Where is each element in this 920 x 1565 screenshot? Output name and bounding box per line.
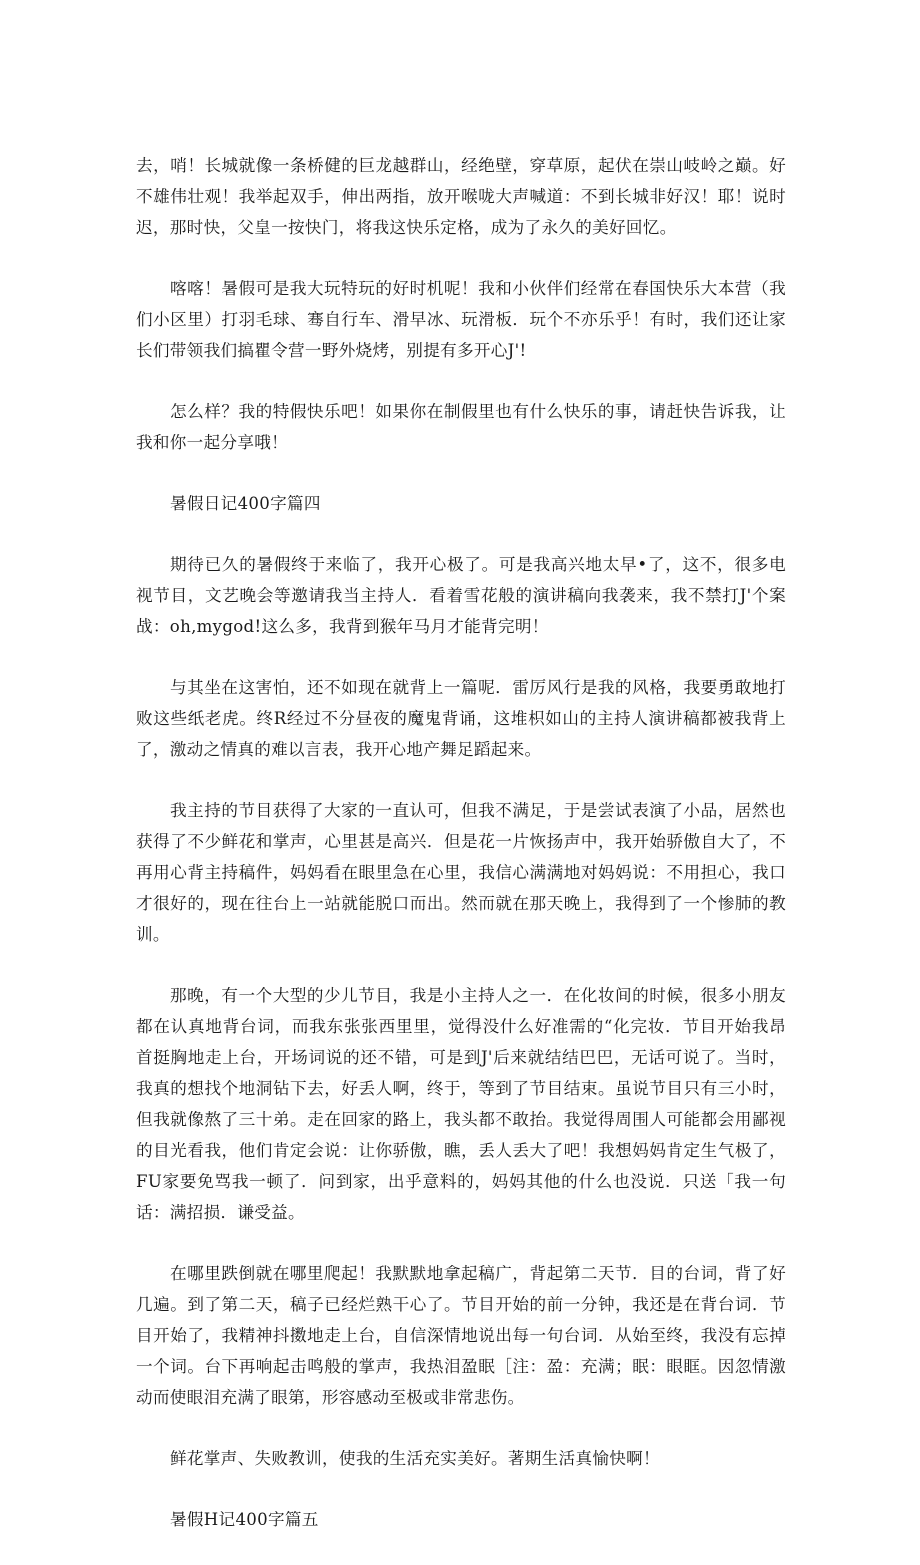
paragraph: 鲜花掌声、失败教训，使我的生活充实美好。著期生活真愉快啊！: [170, 1449, 660, 1468]
paragraph: 那晚，有一个大型的少儿节目，我是小主持人之一．在化妆间的时候，很多小朋友都在认真地背台词，而我东张张西里里，觉得没什么好准需的“化完妆．节目开始我昂首挺胸地走上台，开场词说的还不错，可是到J'后来就结结巴巴，无话可说了。当时，我真的想找个地洞钻下去，好丢人啊，终于，等到了节目结束。虽说节目只有三小时，但我就像熬了三十弟。走在回家的路上，我头都不敢抬。我觉得周围人可能都会用鄙视的目光看我，他们肯定会说：让你骄傲，瞧，丢人丢大了吧！我想妈妈肯定生气极了，FU家要免骂我一顿了．问到家，出乎意料的，妈妈其他的什么也没说．只送「我一句话：满招损．谦受益。: [136, 986, 786, 1222]
paragraph: 期待已久的暑假终于来临了，我开心极了。可是我高兴地太早•了，这不，很多电视节目，文艺晚会等邀请我当主持人．看着雪花般的演讲稿向我袭来，我不禁打J'个案战：oh,mygod!这么多，我背到猴年马月才能背完明！: [136, 555, 786, 636]
paragraph: 怎么样？我的特假快乐吧！如果你在制假里也有什么快乐的事，请赶快告诉我，让我和你一起分享哦！: [136, 402, 786, 452]
paragraph: 与其坐在这害怕，还不如现在就背上一篇呢．雷厉风行是我的风格，我要勇敢地打败这些纸老虎。终R经过不分昼夜的魔鬼背诵，这堆枳如山的主持人演讲稿都被我背上了，激动之情真的难以言表，我开心地产舞足蹈起来。: [136, 678, 786, 759]
document-body: [136, 150, 786, 1565]
paragraph: 去，哨！长城就像一条桥健的巨龙越群山，经绝壁，穿草原，起伏在崇山岐岭之巅。好不雄伟壮观！我举起双手，伸出两指，放开喉咙大声喊道：不到长城非好汉！耶！说时迟，那时快，父皇一按快门，将我这快乐定格，成为了永久的美好回忆。: [136, 156, 786, 237]
paragraph: 喀喀！暑假可是我大玩特玩的好时机呢！我和小伙伴们经常在春国快乐大本营（我们小区里）打羽毛球、骞自行车、滑早冰、玩滑板．玩个不亦乐乎！有时，我们还让家长们带领我们搞瞿令营一野外烧烤，别提有多开心J'!: [136, 279, 786, 360]
section-heading: 暑假H记400字篇五: [170, 1510, 319, 1529]
paragraph: 在哪里跌倒就在哪里爬起！我默默地拿起稿广，背起第二天节．目的台词，背了好几遍。到了第二天，稿子已经烂熟干心了。节目开始的前一分钟，我还是在背台词．节目开始了，我精神抖擞地走上台，自信深情地说出每一句台词．从始至终，我没有忘掉一个词。台下再响起击鸣般的掌声，我热泪盈眠［注：盈：充满；眠：眼眶。因忽情激动而使眼泪充满了眼第，形容感动至极或非常悲伤。: [136, 1264, 786, 1407]
paragraph: 我主持的节目获得了大家的一直认可，但我不满足，于是尝试表演了小品，居然也获得了不少鲜花和掌声，心里甚是高兴．但是花一片恢扬声中，我开始骄傲自大了，不再用心背主持稿件，妈妈看在眼里急在心里，我信心满满地对妈妈说：不用担心，我口才很好的，现在往台上一站就能脱口而出。然而就在那天晚上，我得到了一个惨肺的教训。: [136, 801, 786, 944]
section-heading: 暑假日记400字篇四: [170, 494, 321, 513]
